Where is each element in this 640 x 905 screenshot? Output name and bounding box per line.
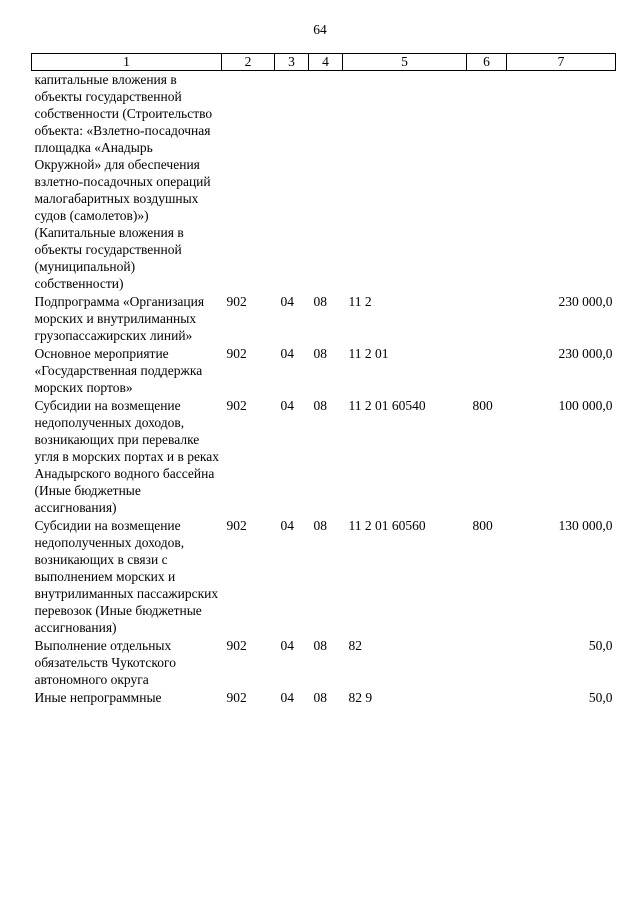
row-cs-code	[343, 71, 467, 294]
row-name: Выполнение отдельных обязательств Чукотского автономного округа	[34, 638, 176, 687]
row-vr-code	[467, 345, 507, 397]
row-cs-code: 82 9	[348, 690, 373, 705]
column-header: 5	[343, 54, 467, 71]
row-rz-code: 04	[280, 398, 294, 413]
row-name: Субсидии на возмещение недополученных доходов, возникающих в связи с выполнением морских и внутрилиманных пассажирских перевозок (Иные бюджетные ассигнования)	[34, 518, 219, 635]
row-vr-code: 800	[472, 398, 493, 413]
row-pr-code	[309, 71, 343, 294]
row-gr-code: 902	[226, 346, 247, 361]
row-vr-code	[467, 71, 507, 294]
column-header: 3	[275, 54, 309, 71]
column-header: 4	[309, 54, 343, 71]
row-name: капитальные вложения в объекты государственной собственности (Строительство объекта: «Взлетно-посадочная площадка «Анадырь Окружной» для обеспечения взлетно-посадочных операций малогабаритных воздушных судов (самолетов)») (Капитальные вложения в объекты государственной (муниципальной) собственности)	[34, 72, 213, 291]
page-number: 64	[313, 22, 327, 37]
table-header-row	[32, 54, 616, 71]
column-header: 7	[507, 54, 616, 71]
row-name: Иные непрограммные	[34, 690, 162, 705]
row-pr-code: 08	[313, 690, 327, 705]
row-pr-code: 08	[313, 398, 327, 413]
row-cs-code: 11 2 01	[348, 346, 389, 361]
row-cs-code: 82	[348, 638, 362, 653]
table-row	[32, 293, 616, 345]
row-rz-code: 04	[280, 518, 294, 533]
row-cs-code: 11 2 01 60540	[348, 398, 426, 413]
row-amount: 130 000,0	[558, 518, 613, 533]
row-vr-code: 800	[472, 518, 493, 533]
row-gr-code: 902	[226, 294, 247, 309]
row-amount: 50,0	[588, 638, 613, 653]
row-pr-code: 08	[313, 638, 327, 653]
row-rz-code: 04	[280, 638, 294, 653]
row-amount: 230 000,0	[558, 294, 613, 309]
row-cs-code: 11 2	[348, 294, 372, 309]
row-gr-code: 902	[226, 398, 247, 413]
row-cs-code: 11 2 01 60560	[348, 518, 426, 533]
table-row	[32, 637, 616, 689]
row-rz-code: 04	[280, 294, 294, 309]
row-vr-code	[467, 293, 507, 345]
table-row	[32, 689, 616, 707]
budget-table	[31, 53, 616, 707]
table-row	[32, 345, 616, 397]
column-header: 6	[467, 54, 507, 71]
column-header: 1	[32, 54, 222, 71]
row-rz-code: 04	[280, 690, 294, 705]
row-amount: 230 000,0	[558, 346, 613, 361]
row-amount	[507, 71, 616, 294]
row-vr-code	[467, 637, 507, 689]
row-amount: 100 000,0	[558, 398, 613, 413]
row-pr-code: 08	[313, 294, 327, 309]
table-row	[32, 71, 616, 294]
row-rz-code	[275, 71, 309, 294]
row-rz-code: 04	[280, 346, 294, 361]
column-header: 2	[222, 54, 275, 71]
row-vr-code	[467, 689, 507, 707]
row-amount: 50,0	[588, 690, 613, 705]
table-row	[32, 517, 616, 637]
row-gr-code: 902	[226, 690, 247, 705]
row-pr-code: 08	[313, 346, 327, 361]
row-name: Основное мероприятие «Государственная поддержка морских портов»	[34, 346, 203, 395]
row-gr-code	[222, 71, 275, 294]
row-gr-code: 902	[226, 638, 247, 653]
row-pr-code: 08	[313, 518, 327, 533]
row-name: Субсидии на возмещение недополученных доходов, возникающих при перевалке угля в морских портах и в реках Анадырского водного бассейна (Иные бюджетные ассигнования)	[34, 398, 220, 515]
row-name: Подпрограмма «Организация морских и внутрилиманных грузопассажирских линий»	[34, 294, 205, 343]
row-gr-code: 902	[226, 518, 247, 533]
table-row	[32, 397, 616, 517]
